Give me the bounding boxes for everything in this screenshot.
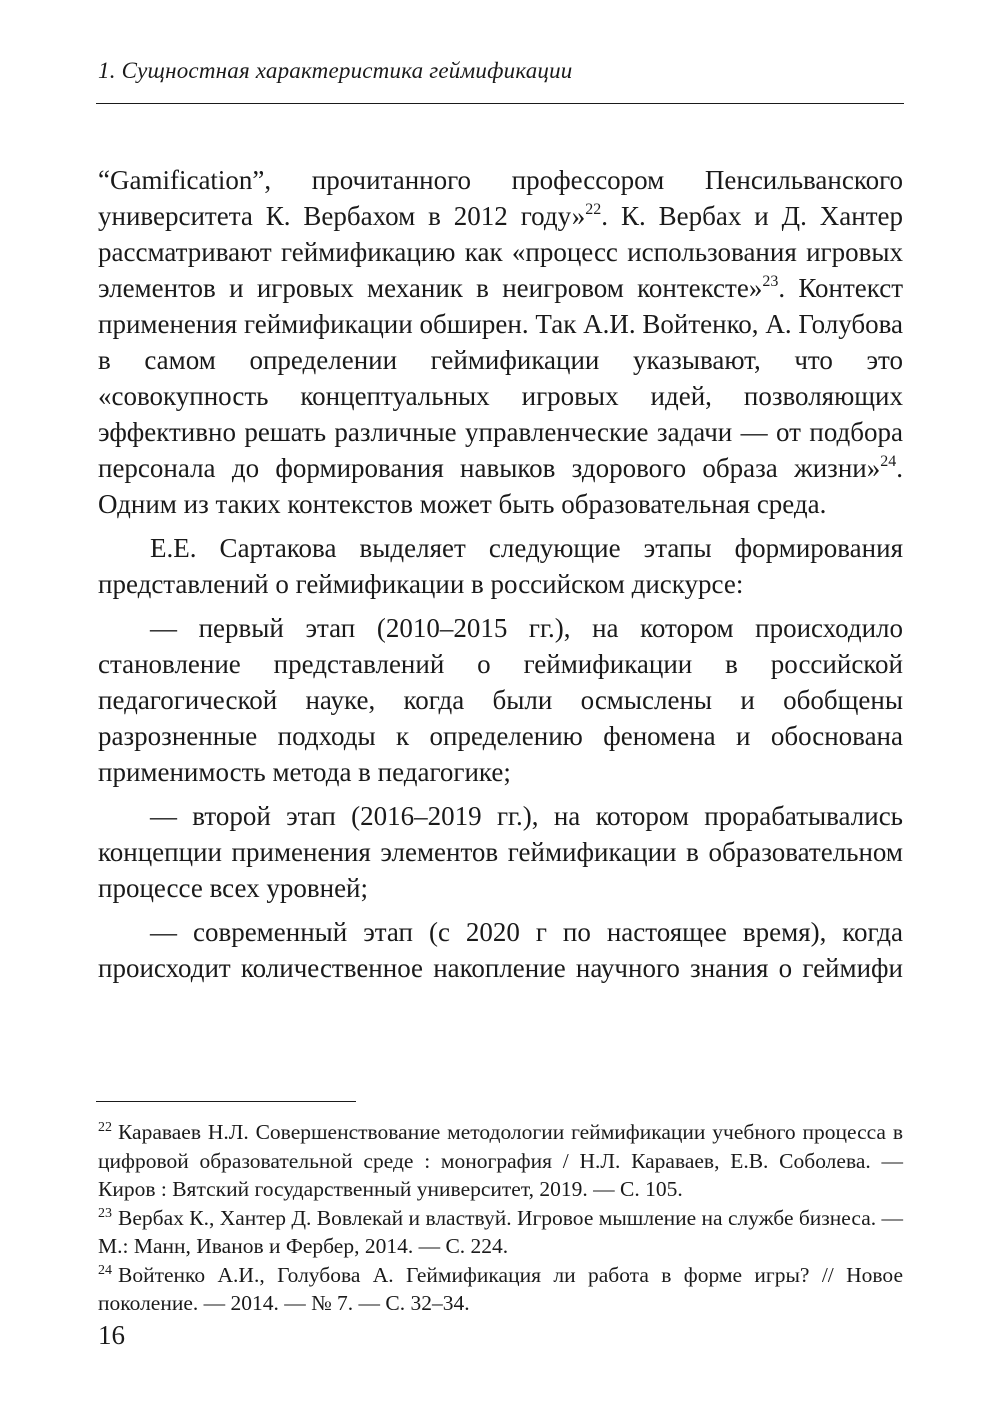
main-text [98,162,903,994]
footnote-text: Войтенко А.И., Голубова А. Геймификация ли работа в форме игры? // Новое поколение. — 2014. — № 7. — С. 32–34. [98,1262,903,1315]
footnote-number: 24 [98,1262,112,1278]
list-item-stage-1: — первый этап (2010–2015 гг.), на котором происходило становление представлений о геймификации в российской педагогической науке, когда были осмыслены и обобщены разрозненные подходы к определению феномена и обоснована применимость метода в педагогике; [98,613,903,787]
paragraph-1-part-d: . Одним из таких контекстов может быть образовательная среда. [98,453,903,519]
header-rule [96,103,904,104]
footnote-22 [98,1118,903,1204]
paragraph-2: Е.Е. Сартакова выделяет следующие этапы формирования представлений о геймификации в российском дискурсе: [98,533,903,599]
paragraph-1-part-c: . Контекст применения геймификации обширен. Так А.И. Войтенко, А. Голубова в самом определении геймификации указывают, что это «совокупность концептуальных игровых идей, позволяющих эффективно решать различные управленческие задачи — от подбора персонала до формирования навыков здорового образа жизни» [98,273,904,483]
list-item-stage-3: — современный этап (с 2020 г по настоящее время), когда происходит количественное накопление научного знания о геймифи [98,917,903,983]
running-header-title: 1. Сущностная характеристика геймификации [98,58,573,83]
footnote-number: 22 [98,1120,112,1135]
footnote-ref-24[interactable]: 24 [880,453,897,470]
footnote-number: 23 [98,1205,112,1221]
footnotes [98,1118,903,1318]
footnote-24 [98,1261,903,1318]
footnote-text: Караваев Н.Л. Совершенствование методологии геймификации учебного процесса в цифровой образовательной среде : монография / Н.Л. Караваев, Е.В. Соболева. — Киров : Вятский государственный университет, 2019. — С. 105. [98,1120,903,1201]
footnote-ref-22[interactable]: 22 [585,201,602,218]
footnote-separator [96,1101,356,1102]
list-item-stage-2: — второй этап (2016–2019 гг.), на котором прорабатывались концепции применения элементов геймификации в образовательном процессе всех уровней; [98,801,903,903]
page-number: 16 [98,1320,125,1350]
paragraph-1-part-b: . К. Вербах и Д. Хантер рассматривают геймификацию как «процесс использования игровых элементов и игровых механик в неигровом контексте» [98,201,903,303]
footnote-ref-23[interactable]: 23 [762,273,779,290]
footnote-23 [98,1204,903,1261]
footnote-text: Вербах К., Хантер Д. Вовлекай и властвуй. Игровое мышление на службе бизнеса. — М.: Манн, Иванов и Фербер, 2014. — С. 224. [98,1205,903,1258]
paragraph-1 [98,162,903,522]
paragraph-1-part-a: “Gamification”, прочитанного профессором Пенсильванского университета К. Вербахом в 2012 году» [98,165,903,231]
